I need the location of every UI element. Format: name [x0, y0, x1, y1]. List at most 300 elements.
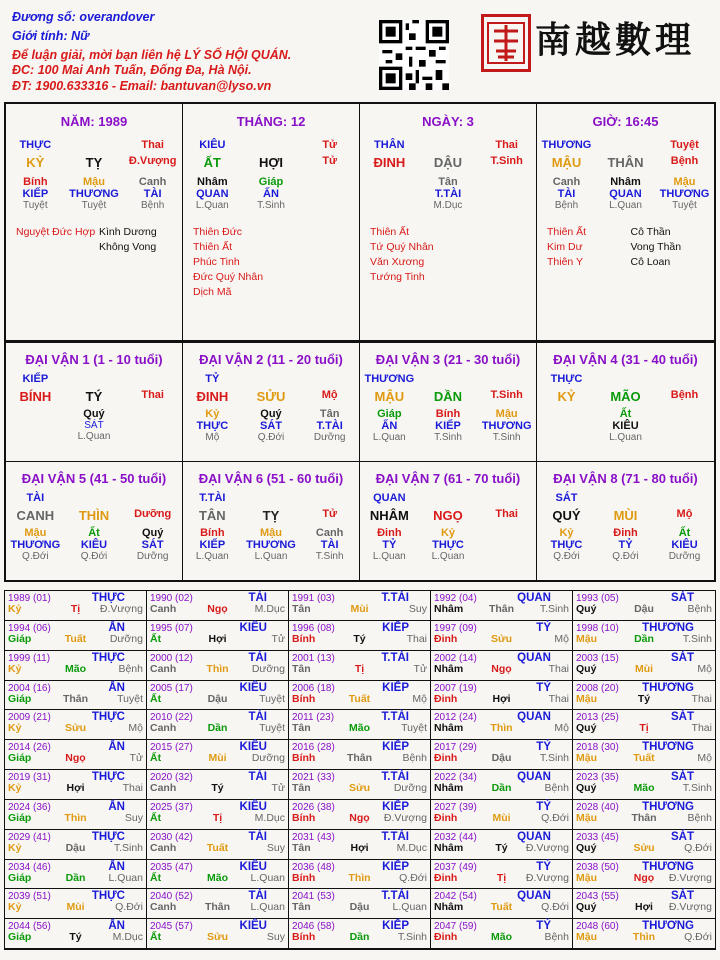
- blank: [242, 492, 301, 504]
- year-status: Mộ: [412, 692, 427, 705]
- address-line: ĐC: 100 Mai Anh Tuấn, Đống Đa, Hà Nội.: [12, 63, 252, 77]
- hidden-cell: Ất: [88, 527, 100, 539]
- star-item: Thiên Ất: [193, 241, 233, 253]
- hidden-cell: Q.Đới: [80, 551, 108, 562]
- year-thap: SÁT: [671, 830, 694, 843]
- year-thap: QUAN: [517, 592, 551, 604]
- year-can: Canh: [150, 782, 177, 794]
- year-cell: [573, 651, 715, 681]
- year-can: Quý: [576, 901, 597, 914]
- year-pillar: [576, 752, 712, 764]
- year-cell: [431, 621, 573, 651]
- dai-van-hidden-row: [183, 408, 359, 420]
- year-thap: THƯƠNG: [642, 800, 694, 813]
- hidden-cell: [123, 420, 182, 431]
- seal-logo: [481, 14, 531, 72]
- hidden-cell: ẤN: [381, 420, 398, 432]
- year-can: Nhâm: [434, 722, 464, 735]
- dai-van-thap: [537, 373, 714, 385]
- top-row-cell: Thai: [495, 139, 518, 151]
- year-chi: Sửu: [490, 632, 513, 645]
- hidden-cell: Quý: [260, 408, 282, 420]
- year-cell: [147, 740, 289, 770]
- year-chi: Tý: [495, 841, 508, 854]
- year-label: 2010 (22): [150, 712, 193, 724]
- truong-sinh: Mộ: [321, 389, 338, 401]
- year-thap: TỶ: [536, 860, 551, 873]
- chi: DẦN: [433, 389, 463, 404]
- year-cell: [431, 800, 573, 830]
- stars-left: [193, 225, 276, 300]
- stars-right: [453, 225, 536, 285]
- year-status: Tử: [129, 752, 143, 765]
- dai-van-hidden-row: [537, 539, 714, 551]
- year-can: Tân: [292, 603, 311, 615]
- hidden-cell: THỰC: [432, 539, 464, 551]
- year-chi: Tý: [353, 632, 366, 645]
- year-status: Mộ: [554, 722, 569, 735]
- year-pillar: [8, 663, 143, 675]
- year-status: Q.Đới: [684, 841, 712, 854]
- star-item: Tứ Quý Nhân: [370, 241, 434, 253]
- year-can: Canh: [150, 901, 177, 914]
- year-label: 2036 (48): [292, 861, 335, 873]
- dai-van-thap: [6, 492, 182, 504]
- year-chi: Dậu: [65, 841, 86, 854]
- year-pillar: [576, 842, 712, 854]
- year-status: Suy: [408, 603, 427, 615]
- year-thap: ẤN: [108, 621, 125, 634]
- year-cell: [5, 800, 147, 830]
- hidden-cell: Canh: [315, 527, 344, 539]
- hidden-status-row: [183, 200, 359, 211]
- year-can: Bính: [292, 752, 316, 765]
- blank: [65, 373, 124, 385]
- year-chi: Mùi: [208, 752, 227, 765]
- year-cell: [5, 651, 147, 681]
- year-label: 2014 (26): [8, 742, 51, 754]
- blank: [300, 492, 359, 504]
- hidden-cell: L.Quan: [195, 551, 229, 562]
- truong-sinh: Dưỡng: [134, 508, 172, 520]
- hidden-stem-row: [6, 176, 182, 188]
- year-pillar: [576, 663, 712, 675]
- chi: THÌN: [78, 508, 110, 523]
- chi: NGỌ: [433, 508, 463, 523]
- year-cell: [573, 919, 715, 949]
- year-thap: SÁT: [671, 592, 694, 604]
- stars-right: [99, 225, 182, 255]
- stem-branch-row-cell: T.Sinh: [490, 155, 523, 167]
- dai-van-hidden-row: [6, 420, 182, 431]
- stem-branch-row-cell: Đ.Vượng: [128, 155, 177, 167]
- dai-van-hidden-row: [183, 539, 359, 551]
- hidden-cell: Dưỡng: [313, 432, 346, 443]
- year-label: 2015 (27): [150, 742, 193, 754]
- dai-van-stem-branch: [537, 508, 714, 523]
- year-cell: [289, 860, 431, 890]
- year-label: 2026 (38): [292, 801, 335, 813]
- year-can: Quý: [576, 722, 597, 735]
- year-cell: [289, 591, 431, 621]
- year-thap: TỶ: [536, 800, 551, 813]
- hidden-cell: Quý: [83, 408, 105, 420]
- hidden-cell: L.Quan: [372, 551, 406, 562]
- dai-van-thap: [537, 492, 714, 504]
- gender-line: Giới tính: Nữ: [12, 29, 90, 43]
- dai-van-stem-branch: [360, 508, 536, 523]
- year-chi: Sửu: [206, 931, 229, 944]
- hidden-stem-row-cell: Canh: [138, 176, 167, 188]
- can: TÂN: [198, 508, 226, 523]
- top-row-cell: [419, 139, 478, 151]
- year-can: Canh: [150, 841, 177, 854]
- year-can: Ất: [150, 871, 162, 884]
- can: BÍNH: [19, 389, 52, 404]
- year-pillar: [576, 872, 712, 884]
- year-can: Quý: [576, 603, 597, 615]
- year-thap: KIÊU: [239, 920, 267, 933]
- year-cell: [573, 740, 715, 770]
- hidden-cell: Đinh: [377, 527, 402, 539]
- year-cell: [5, 681, 147, 711]
- dai-van-hidden-row: [183, 432, 359, 443]
- year-status: Tuyệt: [259, 722, 285, 735]
- year-can: Canh: [150, 662, 177, 675]
- year-thap: TÀI: [248, 890, 267, 903]
- year-chi: Thân: [62, 692, 89, 705]
- year-label: 2032 (44): [434, 831, 477, 843]
- hidden-cell: TÀI: [320, 539, 339, 551]
- hidden-thap-row-cell: THƯƠNG: [659, 188, 710, 200]
- year-pillar: [292, 812, 427, 824]
- star-item: Tướng Tinh: [370, 271, 425, 283]
- year-thap: THƯƠNG: [642, 681, 694, 694]
- dai-van-title: ĐẠI VẬN 6 (51 - 60 tuổi): [198, 471, 344, 486]
- hidden-thap-row: [360, 188, 536, 200]
- star-list: [6, 225, 182, 255]
- hidden-thap-row-cell: [477, 188, 536, 200]
- hidden-cell: THỰC: [550, 539, 583, 551]
- year-cell: [573, 681, 715, 711]
- year-pillar: [150, 842, 285, 854]
- hidden-cell: Mậu: [24, 527, 47, 539]
- year-cell: [573, 591, 715, 621]
- year-status: Dưỡng: [393, 782, 427, 794]
- dai-van-6: [183, 461, 360, 580]
- year-cell: [147, 681, 289, 711]
- year-cell: [431, 919, 573, 949]
- dai-van-thap: [183, 492, 359, 504]
- year-can: Giáp: [8, 752, 32, 765]
- year-status: Dưỡng: [251, 752, 285, 765]
- year-label: 2039 (51): [8, 891, 51, 903]
- year-label: 2040 (52): [150, 891, 193, 903]
- year-can: Bính: [292, 632, 316, 645]
- year-label: 2011 (23): [292, 712, 335, 724]
- hidden-cell: L.Quan: [372, 432, 406, 443]
- star-item: Kình Dương: [99, 226, 157, 238]
- year-can: Ất: [150, 632, 162, 645]
- thap-than: TỶ: [205, 373, 220, 385]
- blank: [477, 492, 536, 504]
- year-status: T.Sinh: [682, 632, 712, 645]
- year-status: Q.Đới: [684, 931, 712, 944]
- year-label: 2007 (19): [434, 682, 477, 694]
- star-item: Văn Xương: [370, 256, 425, 268]
- year-thap: ẤN: [108, 860, 125, 873]
- hidden-cell: L.Quan: [609, 432, 642, 443]
- year-cell: [289, 621, 431, 651]
- blank: [419, 373, 478, 385]
- dai-van-7: [360, 461, 537, 580]
- star-item: Đức Quý Nhân: [193, 271, 264, 283]
- dai-van-title: ĐẠI VẬN 5 (41 - 50 tuổi): [21, 471, 167, 486]
- year-status: T.Sinh: [539, 603, 569, 615]
- year-thap: TÀI: [248, 830, 267, 843]
- year-chi: Dần: [207, 722, 228, 735]
- year-can: Kỷ: [8, 841, 22, 854]
- hidden-cell: [537, 432, 596, 443]
- year-status: L.Quan: [250, 871, 285, 884]
- year-label: 2046 (58): [292, 921, 335, 933]
- stars-left: [370, 225, 453, 285]
- year-pillar: [292, 782, 427, 794]
- hidden-status-row-cell: Tuyệt: [23, 200, 48, 211]
- year-pillar: [8, 782, 143, 794]
- dai-van-title: ĐẠI VẬN 2 (11 - 20 tuổi): [199, 352, 343, 367]
- year-status: Bệnh: [687, 811, 712, 824]
- dai-van-title: ĐẠI VẬN 7 (61 - 70 tuổi): [375, 471, 521, 486]
- year-cell: [573, 860, 715, 890]
- truong-sinh: Thai: [495, 508, 518, 520]
- blank: [655, 373, 714, 385]
- hidden-thap-row-cell: QUAN: [196, 188, 229, 200]
- year-status: Bệnh: [687, 603, 712, 615]
- truong-sinh: Mộ: [676, 508, 693, 520]
- hidden-cell: [6, 431, 65, 442]
- star-item: Thiên Đức: [193, 226, 243, 238]
- year-cell: [147, 710, 289, 740]
- year-pillar: [576, 782, 712, 794]
- dai-van-hidden-row: [183, 551, 359, 562]
- top-row-cell: THƯƠNG: [541, 139, 592, 151]
- dai-van-2: [183, 342, 360, 461]
- hidden-cell: THỰC: [196, 420, 229, 432]
- year-label: 1998 (10): [576, 622, 619, 634]
- hidden-thap-row-cell: QUAN: [609, 188, 642, 200]
- year-status: Mộ: [697, 752, 712, 765]
- year-label: 2031 (43): [292, 831, 335, 843]
- year-chi: Dậu: [349, 901, 370, 914]
- stem-branch-row-cell: ĐINH: [373, 155, 406, 170]
- year-label: 1996 (08): [292, 622, 335, 634]
- year-label: 2044 (56): [8, 921, 51, 933]
- header: [0, 0, 720, 100]
- year-status: Q.Đới: [115, 901, 143, 914]
- year-chi: Sửu: [633, 841, 655, 854]
- hidden-cell: TỶ: [382, 539, 397, 551]
- hidden-status-row-cell: Bệnh: [140, 200, 165, 211]
- year-pillar: [8, 901, 143, 913]
- dai-van-hidden-row: [360, 432, 536, 443]
- top-row-cell: KIÊU: [199, 139, 226, 151]
- hidden-cell: Giáp: [377, 408, 402, 420]
- year-thap: QUAN: [517, 651, 551, 664]
- year-chi: Thìn: [206, 662, 229, 675]
- hidden-thap-row: [537, 188, 714, 200]
- hidden-cell: L.Quan: [254, 551, 288, 562]
- year-can: Bính: [292, 931, 316, 944]
- top-row-cell: [65, 139, 124, 151]
- year-chi: Ngọ: [491, 662, 512, 675]
- year-thap: T.TÀI: [381, 890, 409, 903]
- hidden-stem-row-cell: Nhâm: [610, 176, 641, 188]
- dai-van-hidden-row: [537, 551, 714, 562]
- dai-van-hidden-row: [360, 551, 536, 562]
- hidden-thap-row-cell: TÀI: [557, 188, 576, 200]
- hidden-cell: Bính: [435, 408, 461, 420]
- stem-branch-row: [6, 155, 182, 170]
- hidden-cell: Q.Đới: [257, 432, 285, 443]
- year-label: 2003 (15): [576, 652, 619, 664]
- year-chi: Dậu: [491, 752, 512, 765]
- year-label: 2020 (32): [150, 772, 193, 783]
- hidden-cell: [477, 551, 536, 562]
- year-can: Mậu: [576, 752, 597, 765]
- chi: TỴ: [262, 508, 280, 523]
- hidden-status-row-cell: T.Sinh: [257, 200, 285, 211]
- year-status: T.Sinh: [113, 841, 143, 854]
- year-thap: THỰC: [91, 711, 125, 724]
- year-thap: THỰC: [91, 592, 125, 604]
- stem-branch-row-cell: Tử: [322, 155, 337, 167]
- star-item: Nguyệt Đức Hợp: [16, 226, 96, 238]
- year-thap: KIÊU: [239, 681, 267, 694]
- year-chi: Mùi: [634, 662, 654, 675]
- star-item: Vong Thần: [630, 241, 682, 253]
- hidden-status-row: [537, 200, 714, 211]
- hidden-cell: THƯƠNG: [10, 539, 61, 551]
- year-pillar: [150, 782, 285, 794]
- hidden-cell: T.Sinh: [492, 432, 521, 443]
- year-can: Tân: [292, 722, 311, 735]
- year-chi: Dần: [634, 632, 654, 645]
- year-status: Bệnh: [402, 752, 427, 765]
- year-pillar: [8, 812, 143, 824]
- year-thap: TÀI: [248, 651, 267, 664]
- year-label: 2000 (12): [150, 652, 193, 664]
- year-can: Quý: [576, 662, 597, 675]
- year-label: 2043 (55): [576, 891, 619, 903]
- hidden-thap-row-cell: [300, 188, 359, 200]
- year-status: L.Quan: [250, 901, 285, 914]
- star-item: Dịch Mã: [193, 286, 232, 298]
- year-chi: Tý: [211, 782, 224, 794]
- year-label: 2006 (18): [292, 682, 335, 694]
- blank: [596, 492, 655, 504]
- dai-van-hidden-row: [183, 527, 359, 539]
- year-cell: [147, 800, 289, 830]
- year-label: 1994 (06): [8, 622, 51, 634]
- year-chi: Tuất: [64, 632, 87, 645]
- year-cell: [289, 830, 431, 860]
- year-pillar: [576, 722, 712, 734]
- year-cell: [431, 889, 573, 919]
- year-chi: Mão: [65, 662, 86, 675]
- dai-van-stem-branch: [183, 508, 359, 523]
- top-row-cell: [596, 139, 655, 151]
- year-cell: [147, 770, 289, 800]
- dai-van-hidden-row: [360, 527, 536, 539]
- chi: SỬU: [256, 389, 286, 404]
- year-can: Canh: [150, 722, 177, 735]
- stem-branch-row-cell: DẬU: [433, 155, 463, 170]
- year-can: Giáp: [8, 871, 32, 884]
- year-chi: Hợi: [635, 901, 653, 914]
- star-item: Kim Dư: [547, 241, 583, 253]
- dai-van-1: [6, 342, 183, 461]
- hidden-cell: Ất: [678, 527, 691, 539]
- hidden-cell: [477, 539, 536, 551]
- year-label: 2021 (33): [292, 772, 335, 783]
- year-cell: [147, 591, 289, 621]
- year-cell: [573, 800, 715, 830]
- year-can: Canh: [150, 603, 177, 615]
- year-pillar: [434, 603, 569, 615]
- year-pillar: [576, 693, 712, 705]
- year-label: 2022 (34): [434, 772, 477, 783]
- year-cell: [431, 681, 573, 711]
- hidden-cell: SÁT: [141, 539, 164, 551]
- year-pillar: [292, 872, 427, 884]
- year-cell: [573, 830, 715, 860]
- hidden-cell: [6, 420, 65, 431]
- hidden-stem-row-cell: Nhâm: [197, 176, 228, 188]
- year-status: Đ.Vượng: [525, 841, 569, 854]
- year-can: Nhâm: [434, 662, 464, 675]
- star-list: [183, 225, 359, 300]
- year-pillar: [8, 872, 143, 884]
- dai-van-hidden-row: [183, 420, 359, 432]
- year-pillar: [576, 812, 712, 824]
- year-thap: SÁT: [671, 651, 694, 664]
- year-status: Đ.Vượng: [99, 603, 143, 615]
- hidden-status-row-cell: Bệnh: [554, 200, 579, 211]
- year-status: Dưỡng: [109, 632, 143, 645]
- year-thap: THƯƠNG: [642, 621, 694, 634]
- year-can: Nhâm: [434, 782, 464, 794]
- year-can: Quý: [576, 782, 597, 794]
- year-chi: Thìn: [64, 811, 87, 824]
- year-label: 2037 (49): [434, 861, 477, 873]
- year-can: Tân: [292, 782, 311, 794]
- year-cell: [147, 889, 289, 919]
- stem-branch-row-cell: THÂN: [607, 155, 644, 170]
- year-thap: KIÊU: [239, 741, 267, 754]
- dai-van-hidden-row: [537, 432, 714, 443]
- year-label: 2024 (36): [8, 801, 51, 813]
- year-chi: Mùi: [350, 603, 369, 615]
- year-chi: Ngọ: [349, 811, 370, 824]
- year-pillar: [150, 931, 285, 943]
- stars-left: [547, 225, 631, 270]
- year-chi: Sửu: [64, 722, 87, 735]
- top-row: [537, 139, 714, 151]
- year-label: 1989 (01): [8, 593, 51, 604]
- year-cell: [431, 591, 573, 621]
- year-status: Mộ: [554, 632, 569, 645]
